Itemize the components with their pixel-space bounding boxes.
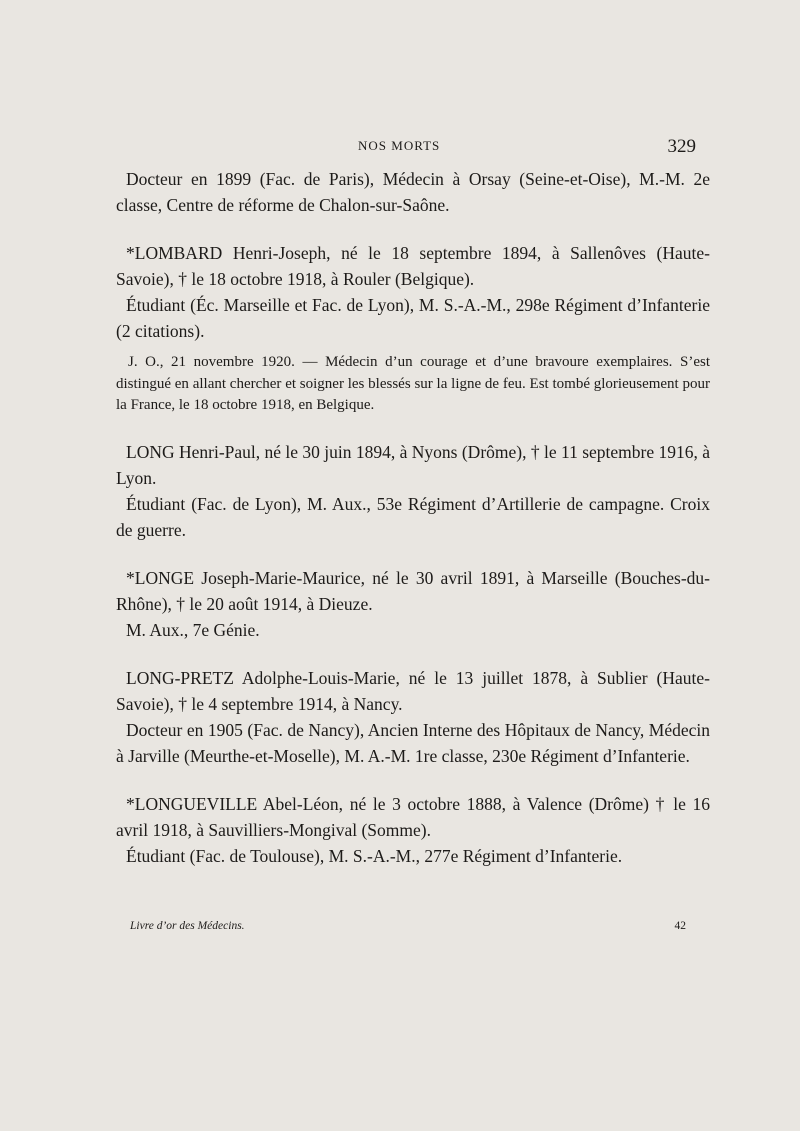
running-head: NOS MORTS [358, 138, 441, 153]
entry-paragraph: Étudiant (Fac. de Lyon), M. Aux., 53e Régiment d’Artillerie de campagne. Croix de guerre. [116, 493, 710, 540]
page-body [116, 166, 710, 869]
entry-paragraph: Étudiant (Fac. de Toulouse), M. S.-A.-M., 277e Régiment d’Infanterie. [126, 845, 623, 866]
entry-orsay [116, 166, 710, 218]
entry-paragraph: Étudiant (Éc. Marseille et Fac. de Lyon), M. S.-A.-M., 298e Régiment d’Infanterie (2 citations). [116, 295, 710, 341]
entry-heading: *LONGUEVILLE Abel-Léon, né le 3 octobre 1888, à Valence (Drôme) † le 16 avril 1918, à Sauvilliers-Mongival (Somme). [116, 793, 710, 840]
page-number: 329 [667, 136, 696, 157]
entry-long [116, 439, 710, 543]
signature-number: 42 [674, 920, 686, 932]
citation-note: J. O., 21 novembre 1920. — Médecin d’un courage et d’une bravoure exemplaires. S’est distingué en allant chercher et soigner les blessés sur la ligne de feu. Est tombé glorieusement pour la France, le 18 octobre 1918, en Belgique. [116, 354, 710, 413]
entry-longueville [116, 791, 710, 869]
signature-line: Livre d’or des Médecins. [130, 920, 245, 932]
entry-paragraph: M. Aux., 7e Génie. [126, 619, 260, 640]
entry-heading: LONG-PRETZ Adolphe-Louis-Marie, né le 13 juillet 1878, à Sublier (Haute-Savoie), † le 4 septembre 1914, à Nancy. [116, 667, 710, 714]
entry-heading: LONG Henri-Paul, né le 30 juin 1894, à Nyons (Drôme), † le 11 septembre 1916, à Lyon. [116, 441, 711, 488]
entry-long-pretz [116, 665, 710, 769]
entry-heading: *LONGE Joseph-Marie-Maurice, né le 30 avril 1891, à Marseille (Bouches-du-Rhône), † le 20 août 1914, à Dieuze. [116, 567, 710, 614]
entry-paragraph: Docteur en 1905 (Fac. de Nancy), Ancien Interne des Hôpitaux de Nancy, Médecin à Jarville (Meurthe-et-Moselle), M. A.-M. 1re classe, 230e Régiment d’Infanterie. [116, 719, 710, 766]
entry-lombard [116, 240, 710, 417]
entry-paragraph: Docteur en 1899 (Fac. de Paris), Médecin à Orsay (Seine-et-Oise), M.-M. 2e classe, Centre de réforme de Chalon-sur-Saône. [116, 169, 710, 215]
entry-heading: *LOMBARD Henri-Joseph, né le 18 septembre 1894, à Sallenôves (Haute-Savoie), † le 18 octobre 1918, à Rouler (Belgique). [116, 243, 710, 289]
page-header [0, 138, 800, 162]
entry-longe [116, 565, 710, 643]
page-footer [130, 920, 690, 940]
